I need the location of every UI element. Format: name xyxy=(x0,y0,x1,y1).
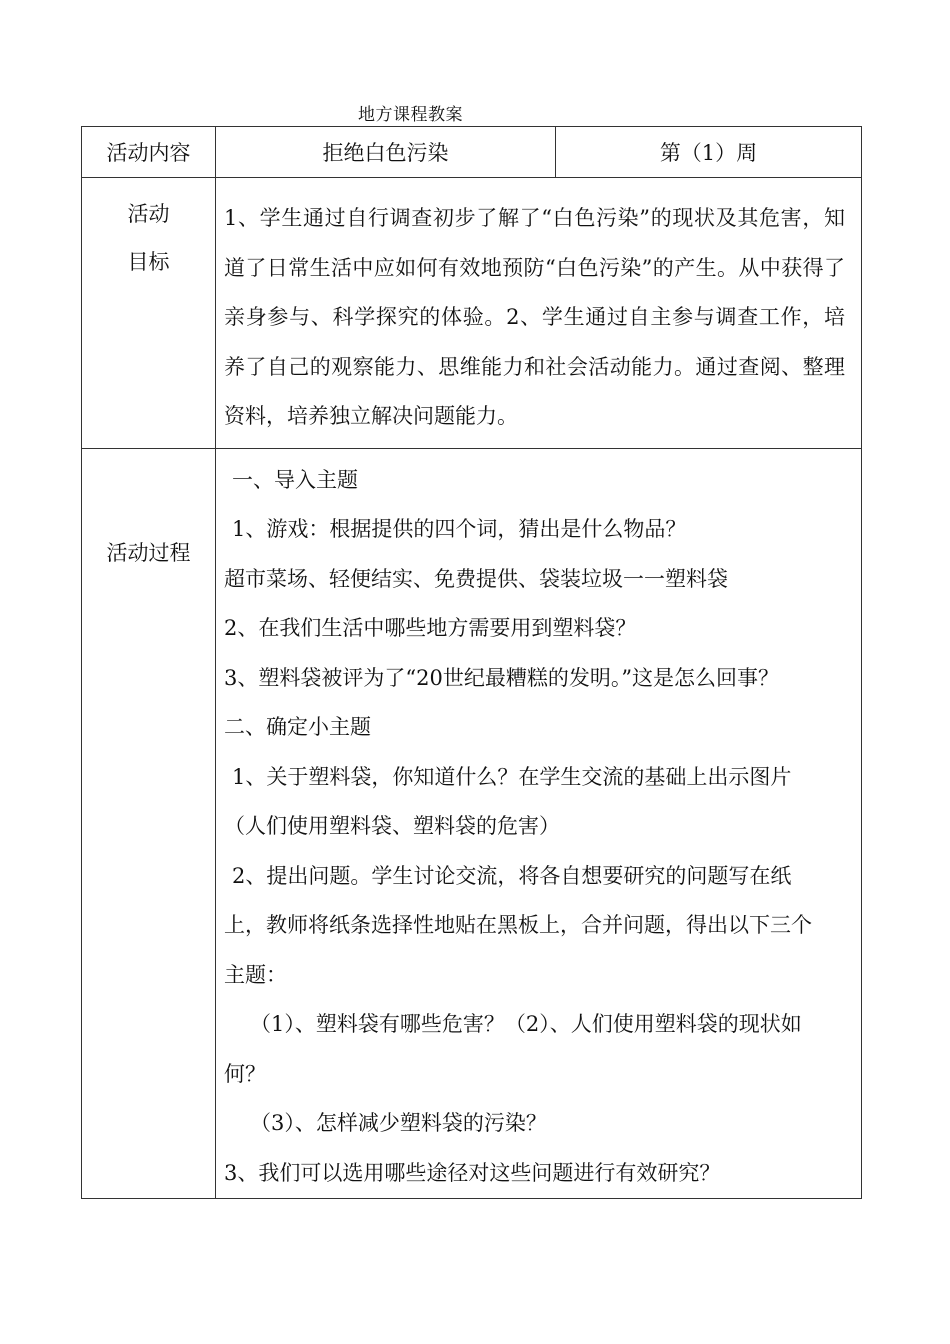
process-line: （1）、塑料袋有哪些危害？（2）、人们使用塑料袋的现状如 xyxy=(250,1012,802,1036)
goal-label-line-1: 活动 xyxy=(127,202,170,226)
lesson-plan-table xyxy=(81,126,862,1199)
activity-process-label: 活动过程 xyxy=(82,448,216,1199)
week-number: 第（1）周 xyxy=(556,127,862,178)
activity-goal-label xyxy=(82,178,216,449)
activity-topic: 拒绝白色污染 xyxy=(216,127,556,178)
document-title: 地方课程教案 xyxy=(358,105,463,125)
process-line: 上，教师将纸条选择性地贴在黑板上，合并问题，得出以下三个 xyxy=(224,913,812,937)
process-line: 3、塑料袋被评为了“20世纪最糟糕的发明。”这是怎么回事？ xyxy=(224,665,780,690)
activity-process-content xyxy=(216,448,862,1199)
process-line: 主题： xyxy=(224,962,287,987)
activity-goal-text: 1、学生通过自行调查初步了解了“白色污染”的现状及其危害，知道了日常生活中应如何有效地预防“白色污染”的产生。从中获得了亲身参与、科学探究的体验。2、学生通过自主参与调查工作，培养了自己的观察能力、思维能力和社会活动能力。通过查阅、整理资料，培养独立解决问题能力。 xyxy=(216,178,862,449)
process-row xyxy=(82,448,862,1199)
process-line: 3、我们可以选用哪些途径对这些问题进行有效研究？ xyxy=(224,1160,721,1185)
process-line: 二、确定小主题 xyxy=(224,715,371,739)
process-line: （3）、怎样减少塑料袋的污染？ xyxy=(250,1111,547,1135)
goal-row xyxy=(82,178,862,449)
process-line: 1、游戏：根据提供的四个词，猜出是什么物品？ xyxy=(232,517,687,541)
process-line: 超市菜场、轻便结实、免费提供、袋装垃圾一一塑料袋 xyxy=(224,566,728,591)
activity-content-label: 活动内容 xyxy=(82,127,216,178)
header-row xyxy=(82,127,862,178)
process-line: 2、提出问题。学生讨论交流，将各自想要研究的问题写在纸 xyxy=(232,863,792,888)
process-line: （人们使用塑料袋、塑料袋的危害） xyxy=(224,814,560,838)
process-line: 一、导入主题 xyxy=(232,467,358,492)
goal-label-line-2: 目标 xyxy=(127,250,170,274)
process-line: 1、关于塑料袋，你知道什么？在学生交流的基础上出示图片 xyxy=(232,764,792,789)
process-line: 何？ xyxy=(224,1061,266,1086)
process-line: 2、在我们生活中哪些地方需要用到塑料袋？ xyxy=(224,616,637,640)
